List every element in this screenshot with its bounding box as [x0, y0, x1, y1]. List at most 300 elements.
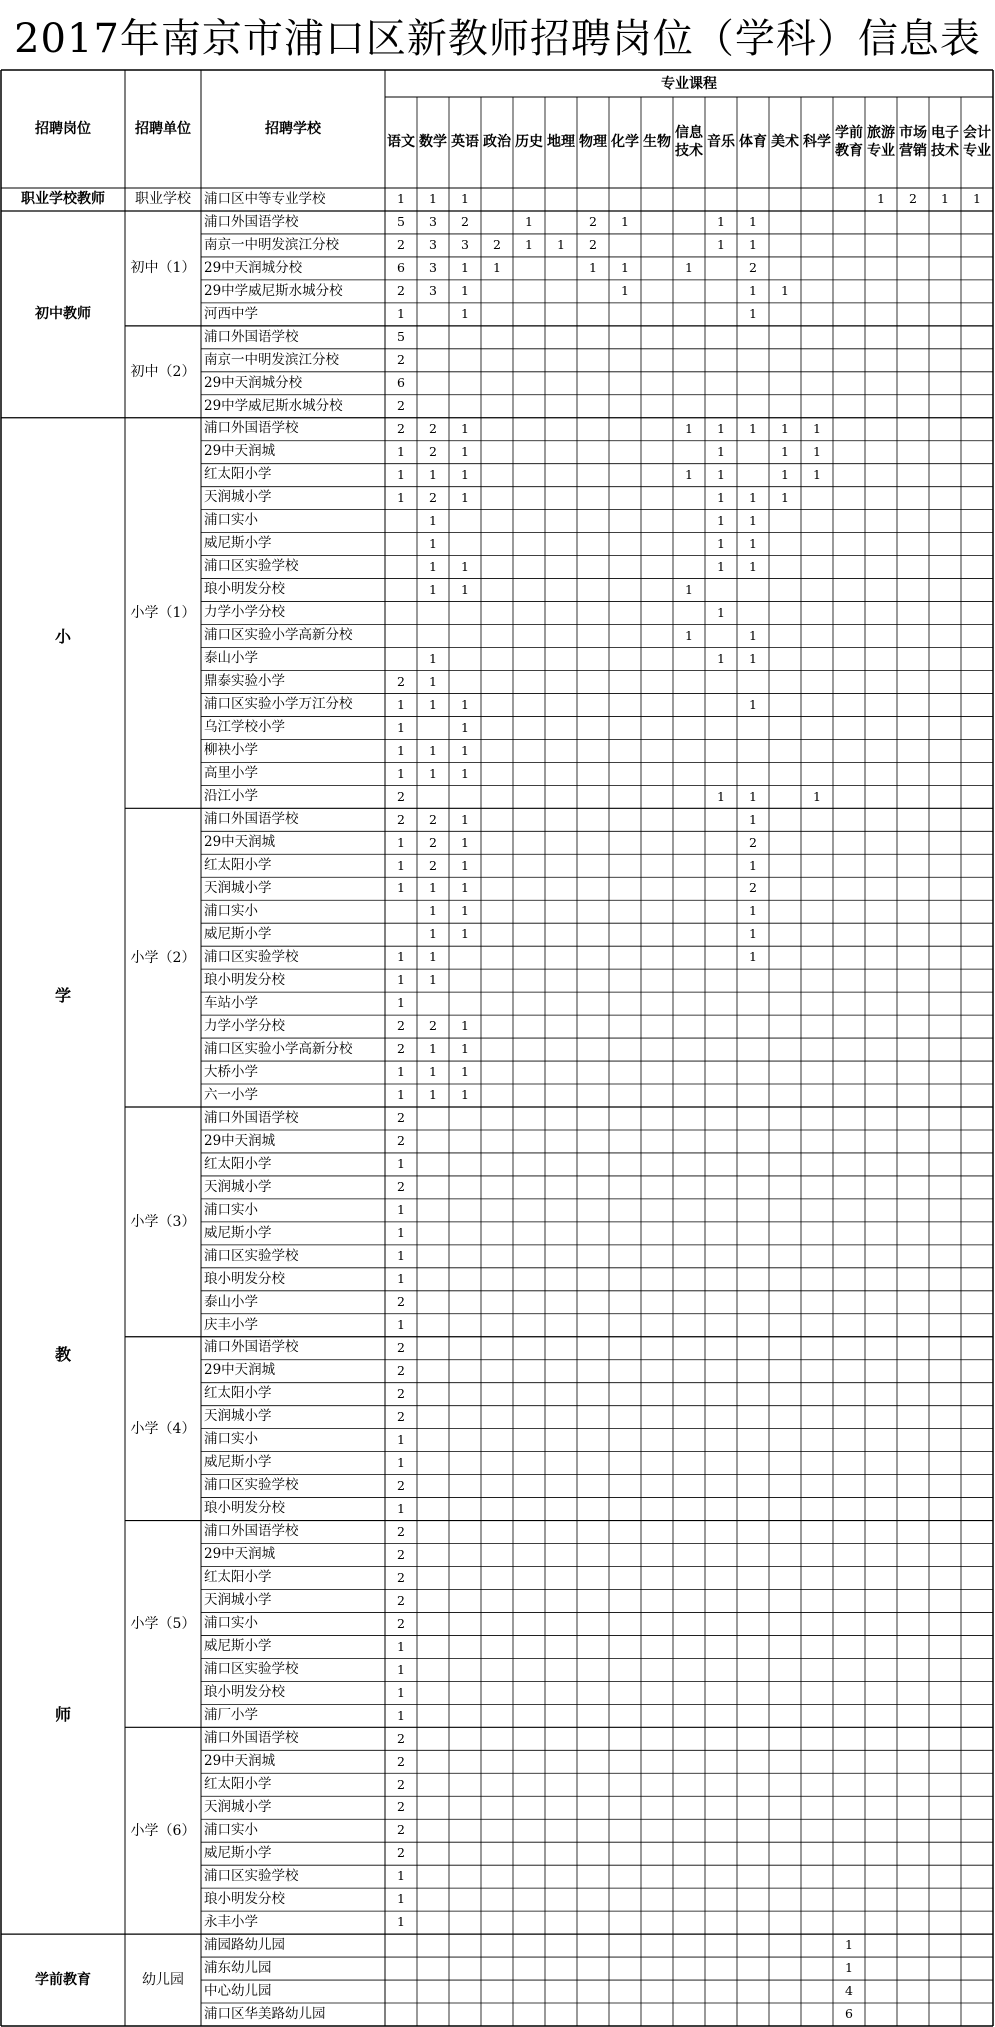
count-cell: 2 — [429, 420, 437, 436]
school-name: 威尼斯小学 — [204, 1454, 272, 1471]
count-cell: 1 — [717, 489, 725, 505]
count-cell: 1 — [717, 420, 725, 436]
header-subject: 信息技术 — [675, 125, 703, 159]
count-cell: 2 — [397, 1179, 405, 1195]
school-name: 泰山小学 — [204, 650, 258, 667]
count-cell: 3 — [429, 237, 437, 253]
count-cell: 1 — [461, 191, 469, 207]
count-cell: 1 — [621, 214, 629, 230]
unit-label: 小学（5） — [130, 1615, 196, 1632]
count-cell: 6 — [397, 375, 405, 391]
count-cell: 1 — [397, 696, 405, 712]
school-name: 力学小学分校 — [204, 604, 285, 621]
count-cell: 2 — [397, 811, 405, 827]
school-name: 浦口实小 — [204, 512, 258, 529]
count-cell: 1 — [621, 283, 629, 299]
header-subject: 化学 — [611, 133, 639, 150]
post-label-char: 教 — [54, 1345, 71, 1365]
count-cell: 1 — [749, 949, 757, 965]
count-cell: 1 — [525, 214, 533, 230]
count-cell: 6 — [397, 260, 405, 276]
count-cell: 1 — [429, 765, 437, 781]
count-cell: 1 — [781, 466, 789, 482]
school-name: 永丰小学 — [204, 1913, 258, 1930]
count-cell: 1 — [749, 627, 757, 643]
count-cell: 2 — [461, 214, 469, 230]
count-cell: 2 — [397, 1408, 405, 1424]
count-cell: 1 — [397, 719, 405, 735]
school-name: 沿江小学 — [204, 788, 258, 805]
school-name: 威尼斯小学 — [204, 1638, 272, 1655]
count-cell: 2 — [397, 398, 405, 413]
school-name: 浦园路幼儿园 — [204, 1936, 285, 1953]
post-label: 初中教师 — [35, 306, 91, 323]
count-cell: 1 — [429, 1041, 437, 1057]
school-name: 浦口区实验小学高新分校 — [204, 627, 353, 644]
count-cell: 1 — [813, 466, 821, 482]
school-name: 浦口实小 — [204, 1431, 258, 1448]
school-name: 高里小学 — [204, 765, 258, 782]
count-cell: 1 — [461, 306, 469, 322]
school-name: 琅小明发分校 — [204, 1890, 285, 1907]
unit-label: 初中（2） — [130, 363, 196, 380]
school-name: 柳袂小学 — [204, 742, 258, 759]
count-cell: 1 — [717, 214, 725, 230]
header-subject: 政治 — [483, 133, 511, 150]
count-cell: 2 — [909, 191, 917, 207]
count-cell: 1 — [429, 1087, 437, 1103]
count-cell: 1 — [397, 1891, 405, 1907]
count-cell: 1 — [461, 857, 469, 873]
count-cell: 2 — [397, 352, 405, 368]
count-cell: 1 — [397, 742, 405, 758]
count-cell: 1 — [717, 788, 725, 804]
count-cell: 1 — [397, 1156, 405, 1172]
count-cell: 1 — [461, 1087, 469, 1103]
school-name: 浦口外国语学校 — [204, 328, 299, 345]
count-cell: 1 — [397, 972, 405, 988]
school-name: 浦厂小学 — [204, 1707, 258, 1724]
count-cell: 1 — [397, 949, 405, 965]
school-name: 浦口实小 — [204, 1615, 258, 1632]
count-cell: 1 — [429, 191, 437, 207]
count-cell: 1 — [397, 1661, 405, 1677]
school-name: 浦口外国语学校 — [204, 1339, 299, 1356]
count-cell: 2 — [429, 857, 437, 873]
count-cell: 1 — [749, 237, 757, 253]
count-cell: 1 — [461, 926, 469, 942]
count-cell: 1 — [429, 581, 437, 597]
count-cell: 2 — [397, 1776, 405, 1792]
count-cell: 1 — [749, 535, 757, 551]
count-cell: 2 — [749, 260, 757, 276]
school-name: 29中天润城 — [204, 1546, 276, 1563]
unit-label: 小学（4） — [130, 1420, 196, 1437]
school-name: 泰山小学 — [204, 1293, 258, 1310]
count-cell: 1 — [397, 1454, 405, 1470]
count-cell: 1 — [781, 420, 789, 436]
school-name: 琅小明发分校 — [204, 581, 285, 598]
count-cell: 1 — [397, 1317, 405, 1332]
header-subject: 音乐 — [707, 133, 735, 150]
count-cell: 1 — [429, 696, 437, 712]
count-cell: 2 — [397, 1523, 405, 1539]
count-cell: 1 — [749, 857, 757, 873]
count-cell: 1 — [397, 1914, 405, 1930]
count-cell: 2 — [397, 1339, 405, 1355]
count-cell: 2 — [749, 880, 757, 896]
count-cell: 1 — [717, 512, 725, 528]
school-name: 浦口区华美路幼儿园 — [204, 2005, 326, 2022]
count-cell: 3 — [429, 260, 437, 276]
count-cell: 1 — [781, 283, 789, 299]
count-cell: 1 — [749, 420, 757, 436]
count-cell: 1 — [397, 306, 405, 322]
header-course-group: 专业课程 — [661, 75, 717, 92]
count-cell: 2 — [397, 1730, 405, 1746]
count-cell: 1 — [429, 742, 437, 758]
school-name: 29中天润城 — [204, 1362, 276, 1379]
page-title: 2017年南京市浦口区新教师招聘岗位（学科）信息表 — [14, 15, 981, 62]
header-school: 招聘学校 — [265, 121, 321, 137]
count-cell: 1 — [429, 903, 437, 919]
count-cell: 2 — [397, 788, 405, 804]
header-subject: 数学 — [419, 133, 447, 150]
count-cell: 1 — [589, 260, 597, 276]
header-subject: 英语 — [451, 133, 479, 150]
count-cell: 1 — [845, 1937, 853, 1953]
count-cell: 1 — [397, 880, 405, 896]
school-name: 天润城小学 — [204, 1408, 272, 1425]
school-name: 红太阳小学 — [204, 466, 272, 483]
count-cell: 5 — [397, 214, 405, 230]
unit-label: 幼儿园 — [142, 1972, 184, 1989]
school-name: 浦口区实验小学高新分校 — [204, 1040, 353, 1057]
school-name: 车站小学 — [204, 994, 258, 1011]
count-cell: 1 — [429, 949, 437, 965]
header-subject: 旅游专业 — [867, 125, 895, 159]
count-cell: 1 — [749, 512, 757, 528]
school-name: 大桥小学 — [204, 1063, 258, 1080]
school-name: 29中天润城 — [204, 1132, 276, 1149]
school-name: 红太阳小学 — [204, 1569, 272, 1586]
header-unit: 招聘单位 — [135, 121, 191, 137]
count-cell: 1 — [429, 466, 437, 482]
count-cell: 1 — [717, 535, 725, 551]
school-name: 29中天润城分校 — [204, 259, 303, 276]
count-cell: 2 — [397, 1477, 405, 1493]
count-cell: 1 — [461, 765, 469, 781]
count-cell: 1 — [397, 1500, 405, 1516]
school-name: 浦口区实验学校 — [204, 1661, 299, 1678]
school-name: 天润城小学 — [204, 1178, 272, 1195]
school-name: 浦口实小 — [204, 902, 258, 919]
count-cell: 1 — [749, 283, 757, 299]
school-name: 天润城小学 — [204, 489, 272, 506]
count-cell: 1 — [973, 191, 981, 207]
count-cell: 1 — [397, 834, 405, 850]
count-cell: 1 — [397, 1868, 405, 1884]
count-cell: 1 — [461, 1041, 469, 1057]
count-cell: 1 — [461, 811, 469, 827]
post-label-char: 师 — [54, 1704, 71, 1724]
unit-label: 小学（6） — [130, 1822, 196, 1839]
count-cell: 1 — [397, 1087, 405, 1103]
count-cell: 1 — [461, 1018, 469, 1034]
header-subject: 物理 — [579, 133, 607, 150]
count-cell: 1 — [429, 650, 437, 666]
count-cell: 2 — [397, 1799, 405, 1815]
count-cell: 1 — [397, 443, 405, 459]
school-name: 浦口外国语学校 — [204, 213, 299, 230]
count-cell: 2 — [397, 1822, 405, 1838]
post-label: 职业学校教师 — [21, 191, 105, 208]
school-name: 浦口区实验学校 — [204, 1477, 299, 1494]
count-cell: 1 — [685, 581, 693, 597]
count-cell: 1 — [461, 443, 469, 459]
count-cell: 1 — [429, 972, 437, 988]
header-subject: 语文 — [387, 133, 415, 150]
count-cell: 2 — [397, 1753, 405, 1769]
count-cell: 1 — [813, 788, 821, 804]
count-cell: 1 — [397, 1684, 405, 1700]
count-cell: 1 — [749, 811, 757, 827]
unit-label: 职业学校 — [135, 191, 191, 208]
count-cell: 2 — [429, 489, 437, 505]
count-cell: 1 — [461, 719, 469, 735]
count-cell: 1 — [397, 1271, 405, 1287]
school-name: 29中天润城 — [204, 1753, 276, 1770]
school-name: 浦口实小 — [204, 1201, 258, 1218]
school-name: 琅小明发分校 — [204, 971, 285, 988]
count-cell: 6 — [845, 2006, 853, 2022]
count-cell: 1 — [397, 466, 405, 482]
count-cell: 1 — [397, 857, 405, 873]
unit-label: 小学（2） — [130, 949, 196, 966]
header-subject: 市场营销 — [899, 125, 927, 159]
school-name: 天润城小学 — [204, 879, 272, 896]
unit-label: 小学（1） — [130, 605, 196, 622]
school-name: 浦口区中等专业学校 — [204, 190, 326, 207]
header-subject: 地理 — [547, 133, 575, 150]
count-cell: 1 — [461, 742, 469, 758]
count-cell: 2 — [397, 1546, 405, 1562]
count-cell: 2 — [397, 1133, 405, 1149]
school-name: 红太阳小学 — [204, 1385, 272, 1402]
school-name: 浦口外国语学校 — [204, 1523, 299, 1540]
header-subject: 体育 — [739, 133, 767, 150]
school-name: 琅小明发分校 — [204, 1684, 285, 1701]
count-cell: 1 — [749, 903, 757, 919]
school-name: 红太阳小学 — [204, 1776, 272, 1792]
school-name: 29中学威尼斯水城分校 — [204, 282, 343, 299]
count-cell: 1 — [749, 489, 757, 505]
school-name: 琅小明发分校 — [204, 1500, 285, 1517]
count-cell: 1 — [397, 765, 405, 781]
unit-label: 小学（3） — [130, 1213, 196, 1230]
count-cell: 1 — [717, 466, 725, 482]
school-name: 琅小明发分校 — [204, 1270, 285, 1287]
count-cell: 1 — [717, 604, 725, 620]
count-cell: 1 — [685, 627, 693, 643]
count-cell: 1 — [877, 191, 885, 207]
school-name: 威尼斯小学 — [204, 1844, 272, 1861]
count-cell: 2 — [397, 283, 405, 299]
post-label-char: 小 — [54, 627, 71, 647]
count-cell: 1 — [941, 191, 949, 207]
count-cell: 1 — [461, 283, 469, 299]
count-cell: 1 — [557, 237, 565, 253]
header-subject: 科学 — [803, 133, 831, 150]
count-cell: 2 — [397, 1110, 405, 1126]
count-cell: 1 — [397, 1064, 405, 1080]
count-cell: 1 — [493, 260, 501, 276]
school-name: 鼎泰实验小学 — [204, 673, 285, 690]
count-cell: 1 — [461, 558, 469, 574]
school-name: 29中学威尼斯水城分校 — [204, 397, 343, 414]
count-cell: 2 — [397, 1592, 405, 1608]
count-cell: 1 — [813, 443, 821, 459]
count-cell: 1 — [781, 443, 789, 459]
count-cell: 3 — [429, 214, 437, 230]
school-name: 浦口外国语学校 — [204, 420, 299, 437]
school-name: 浦口区实验小学万江分校 — [204, 696, 353, 713]
school-name: 力学小学分校 — [204, 1017, 285, 1034]
header-subject: 美术 — [771, 133, 799, 150]
school-name: 29中天润城 — [204, 834, 276, 851]
count-cell: 2 — [749, 834, 757, 850]
school-name: 浦口外国语学校 — [204, 1730, 299, 1747]
count-cell: 1 — [461, 260, 469, 276]
count-cell: 1 — [397, 1248, 405, 1264]
school-name: 威尼斯小学 — [204, 925, 272, 942]
count-cell: 1 — [429, 926, 437, 942]
count-cell: 1 — [461, 834, 469, 850]
count-cell: 2 — [397, 1569, 405, 1585]
count-cell: 1 — [621, 260, 629, 276]
count-cell: 1 — [461, 489, 469, 505]
header-subject: 会计专业 — [963, 125, 991, 159]
count-cell: 1 — [749, 696, 757, 712]
school-name: 浦口外国语学校 — [204, 1109, 299, 1126]
count-cell: 1 — [397, 1707, 405, 1723]
count-cell: 1 — [749, 788, 757, 804]
count-cell: 2 — [429, 1018, 437, 1034]
school-name: 29中天润城分校 — [204, 374, 303, 391]
count-cell: 2 — [589, 214, 597, 230]
count-cell: 1 — [429, 558, 437, 574]
count-cell: 1 — [429, 535, 437, 551]
count-cell: 2 — [397, 673, 405, 689]
count-cell: 2 — [397, 1294, 405, 1310]
school-name: 天润城小学 — [204, 1798, 272, 1815]
count-cell: 1 — [397, 1638, 405, 1654]
header-subject: 历史 — [515, 133, 543, 150]
count-cell: 1 — [461, 1064, 469, 1080]
count-cell: 1 — [461, 581, 469, 597]
post-label-char: 学 — [54, 986, 71, 1006]
count-cell: 1 — [461, 466, 469, 482]
count-cell: 1 — [685, 260, 693, 276]
count-cell: 1 — [717, 558, 725, 574]
school-name: 红太阳小学 — [204, 1155, 272, 1172]
count-cell: 2 — [429, 443, 437, 459]
count-cell: 1 — [717, 237, 725, 253]
count-cell: 1 — [685, 420, 693, 436]
count-cell: 1 — [749, 306, 757, 322]
school-name: 浦东幼儿园 — [204, 1959, 272, 1976]
school-name: 红太阳小学 — [204, 857, 272, 873]
count-cell: 1 — [397, 1431, 405, 1447]
school-name: 六一小学 — [204, 1086, 258, 1103]
school-name: 浦口实小 — [204, 1821, 258, 1838]
count-cell: 1 — [397, 489, 405, 505]
school-name: 威尼斯小学 — [204, 1224, 272, 1241]
post-label — [1, 418, 125, 1934]
count-cell: 2 — [493, 237, 501, 253]
count-cell: 2 — [397, 1041, 405, 1057]
count-cell: 1 — [749, 650, 757, 666]
school-name: 浦口区实验学校 — [204, 1247, 299, 1264]
school-name: 浦口区实验学校 — [204, 558, 299, 575]
count-cell: 2 — [589, 237, 597, 253]
count-cell: 1 — [429, 512, 437, 528]
count-cell: 1 — [429, 1064, 437, 1080]
count-cell: 4 — [845, 1983, 853, 1999]
header-post: 招聘岗位 — [35, 121, 91, 137]
count-cell: 1 — [397, 995, 405, 1011]
count-cell: 1 — [461, 903, 469, 919]
count-cell: 1 — [781, 489, 789, 505]
count-cell: 1 — [749, 926, 757, 942]
count-cell: 3 — [461, 237, 469, 253]
count-cell: 2 — [397, 420, 405, 436]
school-name: 庆丰小学 — [204, 1316, 258, 1333]
count-cell: 3 — [429, 283, 437, 299]
count-cell: 1 — [429, 673, 437, 689]
school-name: 南京一中明发滨江分校 — [204, 236, 339, 253]
count-cell: 2 — [397, 1615, 405, 1631]
unit-label: 初中（1） — [130, 260, 196, 277]
count-cell: 1 — [749, 214, 757, 230]
count-cell: 1 — [717, 650, 725, 666]
school-name: 中心幼儿园 — [204, 1982, 272, 1999]
school-name: 威尼斯小学 — [204, 535, 272, 552]
header-subject: 电子技术 — [931, 125, 959, 159]
school-name: 浦口区实验学校 — [204, 948, 299, 965]
count-cell: 2 — [397, 1385, 405, 1401]
count-cell: 1 — [429, 880, 437, 896]
count-cell: 1 — [461, 696, 469, 712]
count-cell: 1 — [845, 1960, 853, 1976]
count-cell: 2 — [397, 237, 405, 253]
count-cell: 1 — [749, 558, 757, 574]
count-cell: 2 — [429, 811, 437, 827]
school-name: 29中天润城 — [204, 443, 276, 460]
count-cell: 1 — [461, 420, 469, 436]
count-cell: 1 — [813, 420, 821, 436]
count-cell: 1 — [461, 880, 469, 896]
school-name: 浦口外国语学校 — [204, 811, 299, 828]
school-name: 天润城小学 — [204, 1592, 272, 1609]
count-cell: 1 — [685, 466, 693, 482]
school-name: 浦口区实验学校 — [204, 1867, 299, 1884]
count-cell: 1 — [397, 1202, 405, 1218]
count-cell: 2 — [397, 1845, 405, 1861]
count-cell: 2 — [397, 1362, 405, 1378]
school-name: 河西中学 — [204, 305, 258, 322]
count-cell: 2 — [397, 1018, 405, 1034]
